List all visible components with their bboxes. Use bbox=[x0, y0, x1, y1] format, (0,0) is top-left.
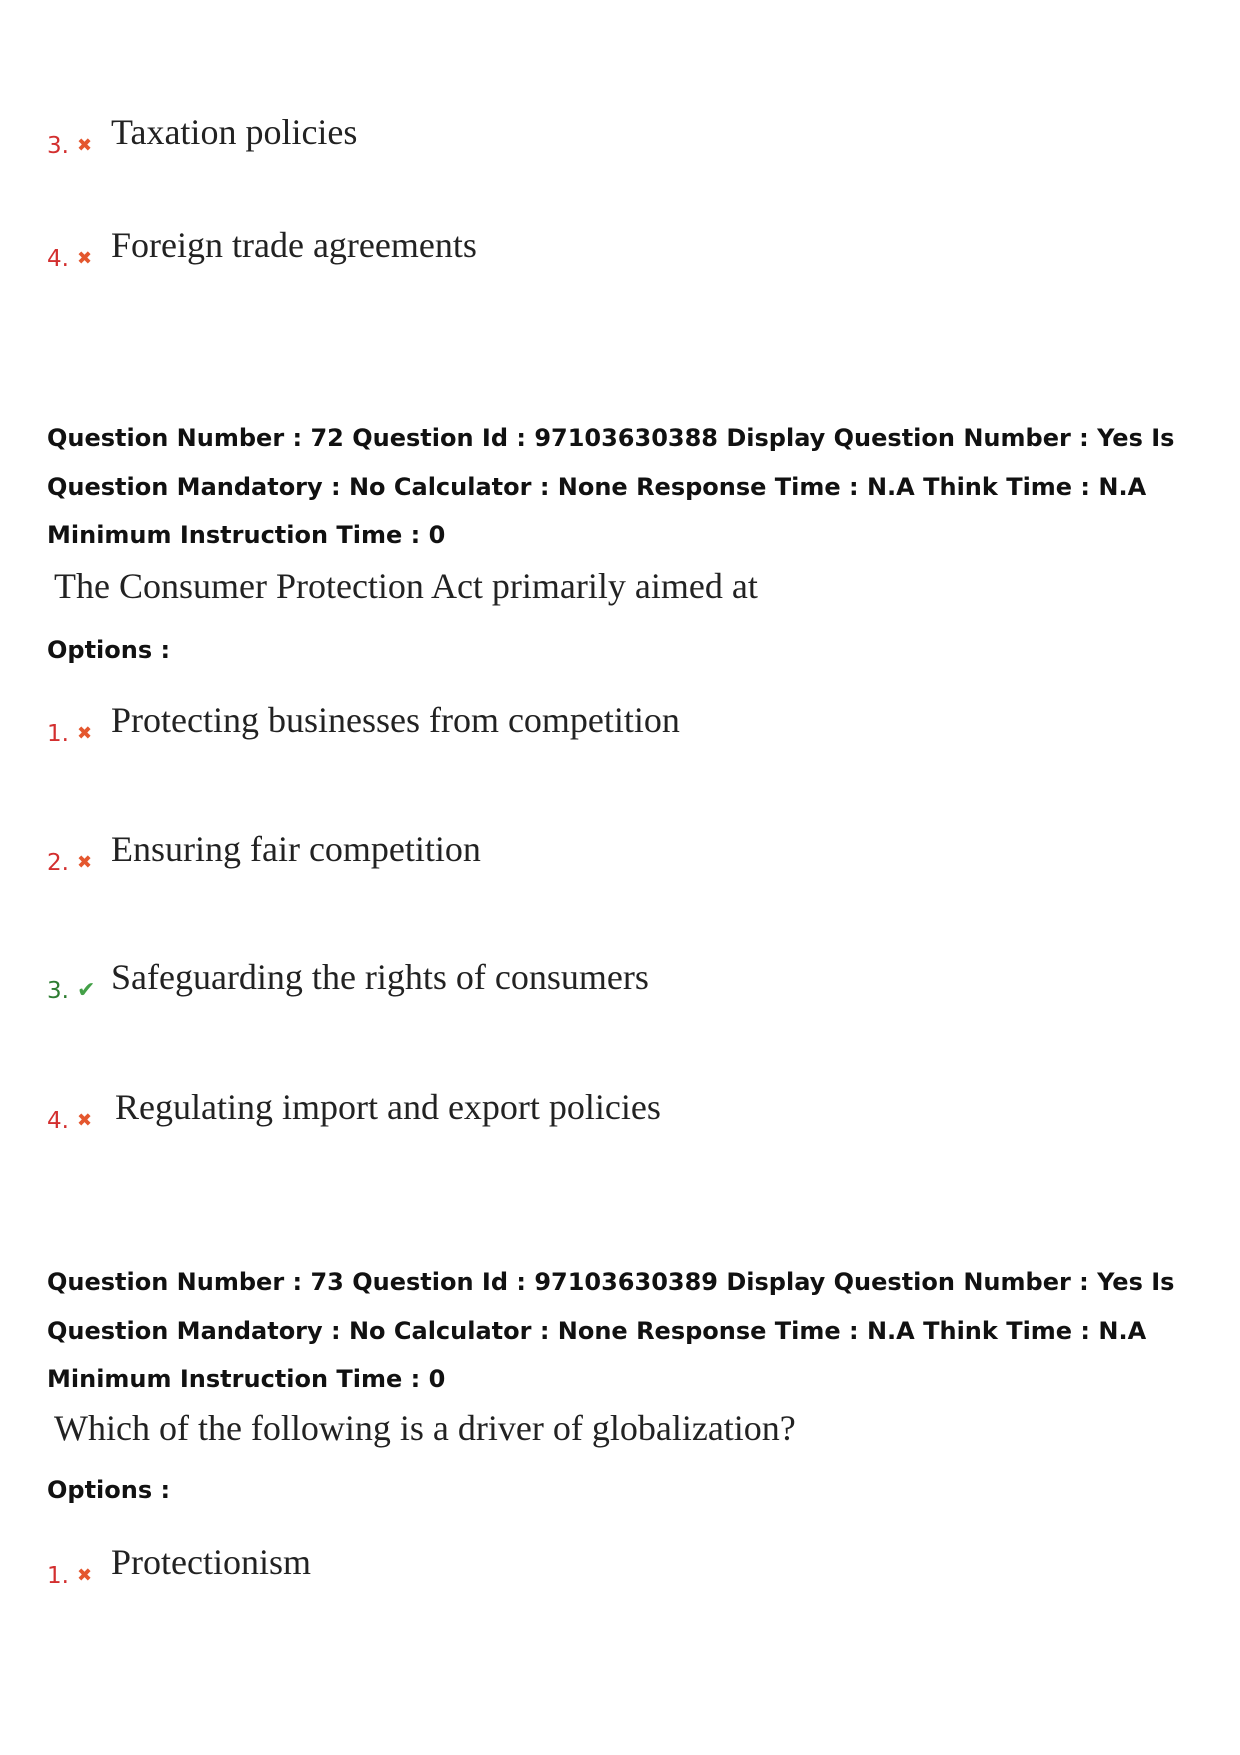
cross-icon: ✖ bbox=[77, 1110, 93, 1131]
cross-icon: ✖ bbox=[77, 852, 93, 873]
cross-icon: ✖ bbox=[77, 135, 93, 156]
option-text: Taxation policies bbox=[111, 112, 358, 152]
options-label: Options : bbox=[47, 1476, 171, 1504]
options-label: Options : bbox=[47, 636, 171, 664]
option-row-correct bbox=[47, 945, 1147, 1005]
question-meta: Question Number : 73 Question Id : 97103630389 Display Question Number : Yes Is Question Mandatory : No Calculator : None Response Time : N.A Think Time : N.A Minimum Instruction Time : 0 bbox=[47, 1268, 1175, 1393]
option-number: 2. bbox=[47, 850, 69, 876]
option-row bbox=[47, 1075, 1147, 1135]
question-meta: Question Number : 72 Question Id : 97103630388 Display Question Number : Yes Is Question Mandatory : No Calculator : None Response Time : N.A Think Time : N.A Minimum Instruction Time : 0 bbox=[47, 424, 1175, 549]
option-row bbox=[47, 817, 1147, 877]
cross-icon: ✖ bbox=[77, 1565, 93, 1586]
option-number: 1. bbox=[47, 1563, 69, 1589]
option-text: Protecting businesses from competition bbox=[111, 700, 680, 740]
option-text: Safeguarding the rights of consumers bbox=[111, 957, 649, 997]
cross-icon: ✖ bbox=[77, 248, 93, 269]
option-text: Regulating import and export policies bbox=[115, 1087, 661, 1127]
option-row bbox=[47, 688, 1147, 748]
option-number: 3. bbox=[47, 978, 69, 1004]
check-icon: ✔ bbox=[77, 978, 96, 1003]
option-number: 3. bbox=[47, 133, 69, 159]
option-row bbox=[47, 100, 1147, 160]
question-text: Which of the following is a driver of globalization? bbox=[54, 1408, 796, 1448]
option-number: 1. bbox=[47, 721, 69, 747]
option-row bbox=[47, 1530, 1147, 1590]
option-text: Protectionism bbox=[111, 1542, 311, 1582]
option-text: Foreign trade agreements bbox=[111, 225, 477, 265]
question-text: The Consumer Protection Act primarily aimed at bbox=[54, 566, 758, 606]
option-number: 4. bbox=[47, 1108, 69, 1134]
option-row bbox=[47, 213, 1147, 273]
option-number: 4. bbox=[47, 246, 69, 272]
option-text: Ensuring fair competition bbox=[111, 829, 481, 869]
cross-icon: ✖ bbox=[77, 723, 93, 744]
